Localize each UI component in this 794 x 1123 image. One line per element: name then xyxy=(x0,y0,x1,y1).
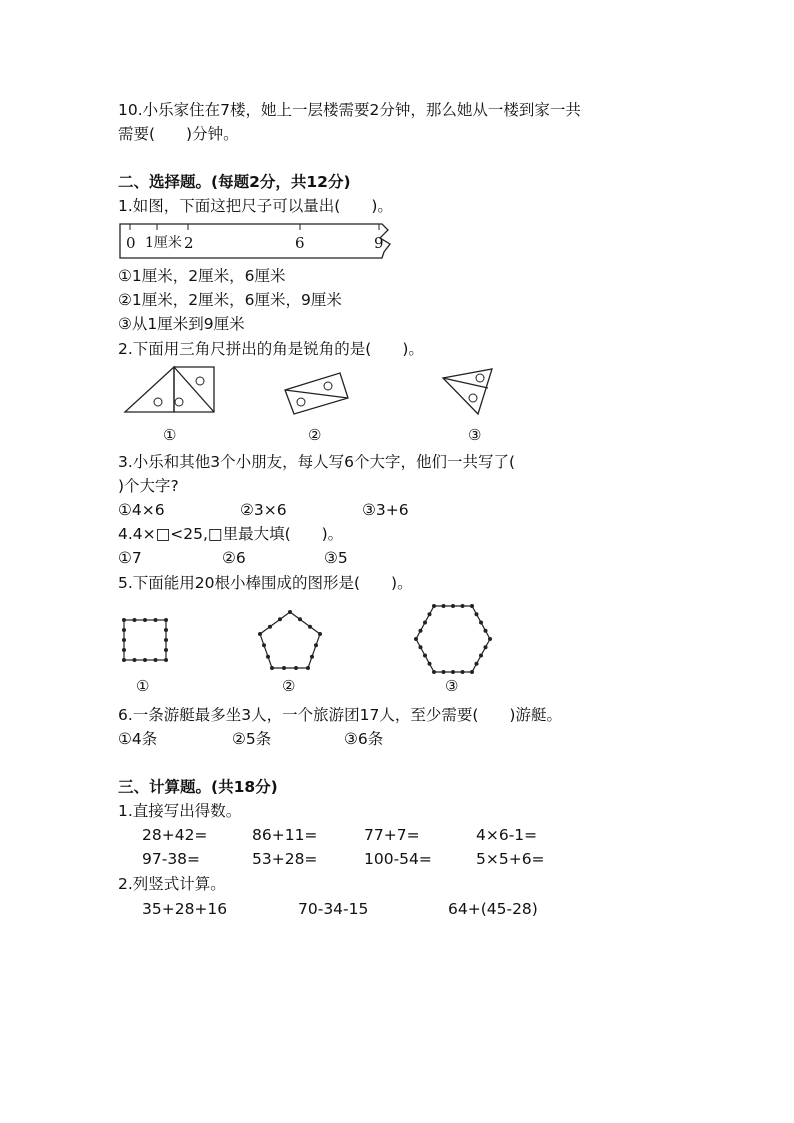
set-square-figure-2 xyxy=(282,368,352,418)
calc-row1-item-1: 28+42= xyxy=(142,826,208,844)
s2-q6-stem: 6.一条游艇最多坐3人，一个旅游团17人，至少需要( )游艇。 xyxy=(118,706,562,724)
s2-q1-option-2: ②1厘米，2厘米，6厘米，9厘米 xyxy=(118,291,342,309)
s2-q5-fig-label-2: ② xyxy=(282,677,296,695)
s2-q2-stem: 2.下面用三角尺拼出的角是锐角的是( )。 xyxy=(118,340,424,358)
s2-q3-line2: )个大字? xyxy=(118,477,179,495)
ruler-label-9: 9 xyxy=(374,234,384,252)
s2-q3-option-1: ①4×6 xyxy=(118,501,165,519)
s2-q2-fig-label-3: ③ xyxy=(468,426,482,444)
s2-q3-option-2: ②3×6 xyxy=(240,501,287,519)
s2-q6-option-1: ①4条 xyxy=(118,730,158,748)
set-square-figure-3 xyxy=(440,366,500,418)
calc-row2-item-4: 5×5+6= xyxy=(476,850,545,868)
s2-q6-option-2: ②5条 xyxy=(232,730,272,748)
s2-q4-stem: 4.4×□<25,□里最大填( )。 xyxy=(118,525,344,543)
s2-q6-option-3: ③6条 xyxy=(344,730,384,748)
calc-row2-item-3: 100-54= xyxy=(364,850,432,868)
q10-line1: 10.小乐家住在7楼，她上一层楼需要2分钟，那么她从一楼到家一共 xyxy=(118,101,581,119)
s2-q5-fig-label-1: ① xyxy=(136,677,150,695)
set-square-figure-1 xyxy=(122,364,222,416)
ruler-label-2: 2 xyxy=(184,234,194,252)
s2-q3-option-3: ③3+6 xyxy=(362,501,409,519)
vertical-calc-item-2: 70-34-15 xyxy=(298,900,369,918)
s2-q4-option-1: ①7 xyxy=(118,549,142,567)
s2-q4-option-3: ③5 xyxy=(324,549,348,567)
s2-q4-option-2: ②6 xyxy=(222,549,246,567)
vertical-calc-item-3: 64+(45-28) xyxy=(448,900,538,918)
s2-q1-option-1: ①1厘米，2厘米，6厘米 xyxy=(118,267,286,285)
ruler-label-6: 6 xyxy=(295,234,305,252)
vertical-calc-item-1: 35+28+16 xyxy=(142,900,228,918)
calc-row1-item-4: 4×6-1= xyxy=(476,826,538,844)
s2-q3-line1: 3.小乐和其他3个小朋友，每人写6个大字，他们一共写了( xyxy=(118,453,516,471)
s3-q1-stem: 1.直接写出得数。 xyxy=(118,802,242,820)
s2-q1-stem: 1.如图，下面这把尺子可以量出( )。 xyxy=(118,197,393,215)
calc-row2-item-2: 53+28= xyxy=(252,850,318,868)
s2-q5-fig-label-3: ③ xyxy=(445,677,459,695)
calc-row1-item-3: 77+7= xyxy=(364,826,420,844)
section2-title: 二、选择题。(每题2分，共12分) xyxy=(118,173,351,191)
ruler-label-0: 0 xyxy=(126,234,136,252)
s2-q5-stem: 5.下面能用20根小棒围成的图形是( )。 xyxy=(118,574,413,592)
square-stick-figure xyxy=(118,614,172,666)
pentagon-stick-figure xyxy=(254,608,326,672)
section3-title: 三、计算题。(共18分) xyxy=(118,778,278,796)
s2-q2-fig-label-2: ② xyxy=(308,426,322,444)
q10-line2: 需要( )分钟。 xyxy=(118,125,239,143)
calc-row2-item-1: 97-38= xyxy=(142,850,201,868)
s2-q2-fig-label-1: ① xyxy=(163,426,177,444)
calc-row1-item-2: 86+11= xyxy=(252,826,318,844)
s3-q2-stem: 2.列竖式计算。 xyxy=(118,875,226,893)
ruler-label-1cm: 1厘米 xyxy=(145,235,182,251)
hexagon-stick-figure xyxy=(412,602,494,676)
s2-q1-option-3: ③从1厘米到9厘米 xyxy=(118,315,245,333)
